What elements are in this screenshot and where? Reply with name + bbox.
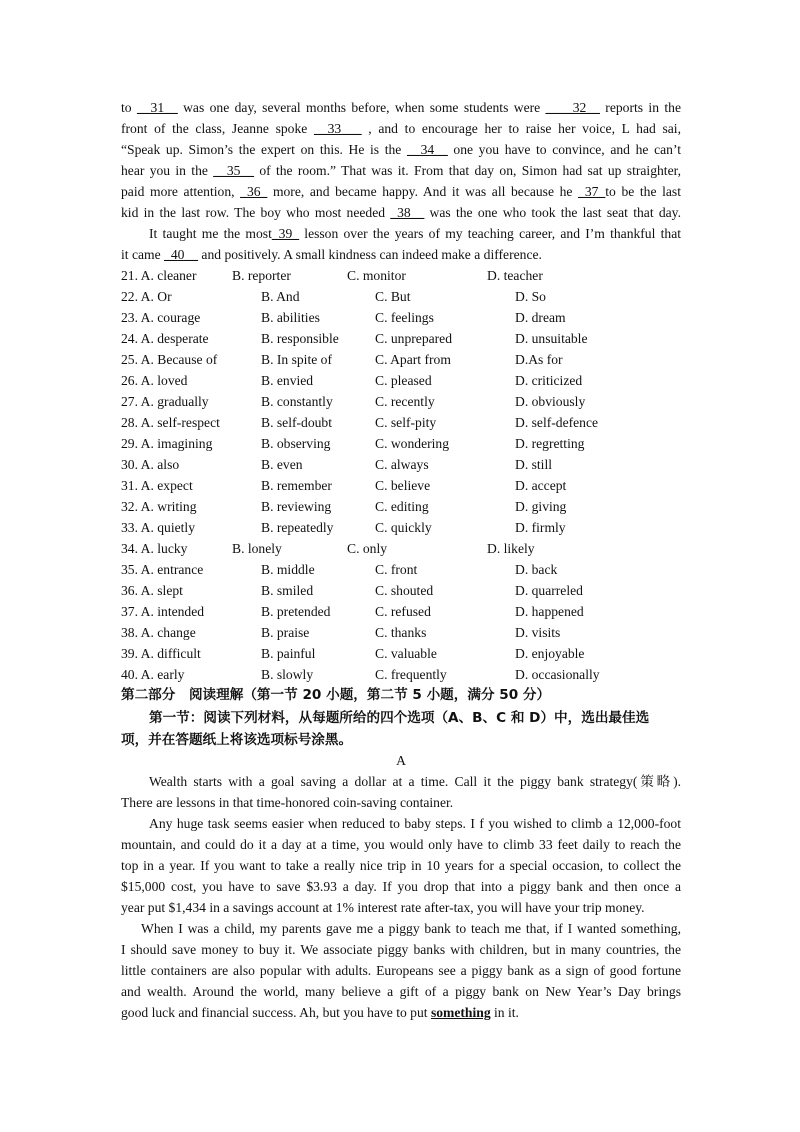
- option-b: B. In spite of: [261, 352, 332, 367]
- cloze-line-8: it came _40__ and positively. A small kindness can indeed make a difference.: [121, 247, 542, 262]
- option-row: [121, 475, 681, 496]
- option-number-a: 32. A. writing: [121, 499, 197, 514]
- option-d: D. regretting: [515, 436, 585, 451]
- option-number-a: 23. A. courage: [121, 310, 201, 325]
- option-d: D.As for: [515, 352, 563, 367]
- option-c: C. always: [375, 457, 429, 472]
- option-b: B. even: [261, 457, 303, 472]
- option-row: [121, 559, 681, 580]
- option-b: B. And: [261, 289, 300, 304]
- passage-line: Any huge task seems easier when reduced to baby steps. I f you wished to climb a 12,000-foot: [149, 816, 681, 831]
- option-number-a: 40. A. early: [121, 667, 185, 682]
- option-number-a: 22. A. Or: [121, 289, 172, 304]
- option-b: B. responsible: [261, 331, 339, 346]
- option-b: B. lonely: [232, 541, 282, 556]
- option-b: B. pretended: [261, 604, 331, 619]
- option-b: B. observing: [261, 436, 331, 451]
- option-d: D. occasionally: [515, 667, 600, 682]
- option-b: B. reporter: [232, 268, 291, 283]
- option-d: D. still: [515, 457, 553, 472]
- option-c: C. frequently: [375, 667, 447, 682]
- option-c: C. editing: [375, 499, 429, 514]
- section1-instruction-line2: 项，并在答题纸上将该选项标号涂黑。: [121, 732, 353, 748]
- option-number-a: 35. A. entrance: [121, 562, 204, 577]
- option-row: [121, 454, 681, 475]
- option-b: B. abilities: [261, 310, 320, 325]
- option-c: C. only: [347, 541, 388, 556]
- option-c: C. feelings: [375, 310, 434, 325]
- option-c: C. wondering: [375, 436, 450, 451]
- option-d: D. firmly: [515, 520, 566, 535]
- option-number-a: 33. A. quietly: [121, 520, 196, 535]
- option-row: [121, 286, 681, 307]
- option-d: D. enjoyable: [515, 646, 585, 661]
- option-row: [121, 265, 681, 286]
- option-c: C. thanks: [375, 625, 427, 640]
- cloze-line-6: kid in the last row. The boy who most needed _38__ was the one who took the last seat that day.: [121, 205, 681, 220]
- option-number-a: 34. A. lucky: [121, 541, 188, 556]
- passage-line: top in a year. If you want to take a really nice trip in 10 years for a special occasion, to collect the: [121, 858, 681, 873]
- option-d: D. happened: [515, 604, 584, 619]
- option-d: D. visits: [515, 625, 561, 640]
- option-b: B. middle: [261, 562, 315, 577]
- option-b: B. envied: [261, 373, 314, 388]
- option-number-a: 24. A. desperate: [121, 331, 209, 346]
- passage-line: Wealth starts with a goal saving a dollar at a time. Call it the piggy bank strategy(策略).: [149, 774, 681, 789]
- cloze-line-3: “Speak up. Simon’s the expert on this. He is the __34__ one you have to convince, and he can’t: [121, 142, 682, 157]
- option-c: C. shouted: [375, 583, 434, 598]
- option-row: [121, 370, 681, 391]
- cloze-line-4: hear you in the __35__ of the room.” That was it. From that day on, Simon had sat up straighter,: [121, 163, 681, 178]
- passage-last-line: good luck and financial success. Ah, but you have to put something in it.: [121, 1005, 519, 1020]
- option-b: B. constantly: [261, 394, 333, 409]
- option-number-a: 28. A. self-respect: [121, 415, 220, 430]
- option-b: B. slowly: [261, 667, 314, 682]
- option-c: C. recently: [375, 394, 435, 409]
- option-c: C. monitor: [347, 268, 406, 283]
- option-row: [121, 328, 681, 349]
- option-b: B. reviewing: [261, 499, 332, 514]
- option-d: D. obviously: [515, 394, 586, 409]
- option-number-a: 30. A. also: [121, 457, 180, 472]
- option-c: C. self-pity: [375, 415, 437, 430]
- option-c: C. But: [375, 289, 411, 304]
- option-number-a: 26. A. loved: [121, 373, 188, 388]
- option-row: [121, 349, 681, 370]
- option-row: [121, 412, 681, 433]
- passage-line: mountain, and could do it a day at a time, you would only have to climb 33 feet daily to reach the: [121, 837, 681, 852]
- option-row: [121, 433, 681, 454]
- option-c: C. Apart from: [375, 352, 451, 367]
- option-d: D. teacher: [487, 268, 543, 283]
- cloze-line-1: to __31__ was one day, several months before, when some students were ____32__ reports in the: [121, 100, 681, 115]
- emphasized-word: something: [430, 1005, 491, 1020]
- passage-line: I should save money to buy it. We associate piggy banks with children, but in many countries, the: [121, 942, 681, 957]
- option-d: D. criticized: [515, 373, 583, 388]
- option-b: B. painful: [261, 646, 316, 661]
- option-b: B. self-doubt: [261, 415, 332, 430]
- option-row: [121, 307, 681, 328]
- option-c: C. valuable: [375, 646, 437, 661]
- option-c: C. quickly: [375, 520, 432, 535]
- option-d: D. quarreled: [515, 583, 583, 598]
- option-number-a: 37. A. intended: [121, 604, 205, 619]
- cloze-line-2: front of the class, Jeanne spoke __33___ , and to encourage her to raise her voice, L had sai,: [121, 121, 681, 136]
- option-row: [121, 538, 681, 559]
- option-number-a: 29. A. imagining: [121, 436, 213, 451]
- option-row: [121, 622, 681, 643]
- option-row: [121, 601, 681, 622]
- section1-instruction-line1: 第一节：阅读下列材料，从每题所给的四个选项（A、B、C 和 D）中，选出最佳选: [149, 710, 650, 726]
- option-d: D. self-defence: [515, 415, 599, 430]
- part2-heading: 第二部分 阅读理解（第一节 20 小题，第二节 5 小题，满分 50 分）: [121, 687, 551, 703]
- option-number-a: 25. A. Because of: [121, 352, 218, 367]
- passage-line: When I was a child, my parents gave me a piggy bank to teach me that, if I wanted something,: [141, 921, 681, 936]
- option-number-a: 27. A. gradually: [121, 394, 209, 409]
- option-b: B. praise: [261, 625, 310, 640]
- option-d: D. So: [515, 289, 546, 304]
- option-c: C. front: [375, 562, 418, 577]
- option-row: [121, 496, 681, 517]
- option-b: B. remember: [261, 478, 332, 493]
- option-number-a: 39. A. difficult: [121, 646, 201, 661]
- option-d: D. back: [515, 562, 558, 577]
- option-row: [121, 580, 681, 601]
- option-c: C. unprepared: [375, 331, 453, 346]
- cloze-line-5: paid more attention, _36_ more, and became happy. And it was all because he _37_to be the last: [121, 184, 681, 199]
- option-c: C. believe: [375, 478, 431, 493]
- option-number-a: 36. A. slept: [121, 583, 183, 598]
- option-c: C. refused: [375, 604, 431, 619]
- option-d: D. unsuitable: [515, 331, 588, 346]
- option-row: [121, 517, 681, 538]
- option-c: C. pleased: [375, 373, 432, 388]
- passage-line: little containers are also popular with adults. Europeans see a piggy bank as a sign of good fortune: [121, 963, 681, 978]
- option-number-a: 21. A. cleaner: [121, 268, 197, 283]
- option-b: B. repeatedly: [261, 520, 334, 535]
- passage-line: and wealth. Around the world, many believe a gift of a piggy bank on New Year’s Day brings: [121, 984, 681, 999]
- passage-label: A: [396, 753, 406, 768]
- cloze-line-7: It taught me the most_39_ lesson over the years of my teaching career, and I’m thankful that: [149, 226, 681, 241]
- option-d: D. accept: [515, 478, 567, 493]
- passage-line: year put $1,434 in a savings account at 1% interest rate after-tax, you will have your trip money.: [121, 900, 645, 915]
- option-d: D. giving: [515, 499, 567, 514]
- option-b: B. smiled: [261, 583, 314, 598]
- option-number-a: 38. A. change: [121, 625, 196, 640]
- option-d: D. dream: [515, 310, 566, 325]
- option-d: D. likely: [487, 541, 535, 556]
- passage-line: There are lessons in that time-honored coin-saving container.: [121, 795, 454, 810]
- option-number-a: 31. A. expect: [121, 478, 193, 493]
- passage-line: $15,000 cost, you have to save $3.93 a day. If you drop that into a piggy bank and then once a: [121, 879, 681, 894]
- option-row: [121, 664, 681, 685]
- option-row: [121, 643, 681, 664]
- option-row: [121, 391, 681, 412]
